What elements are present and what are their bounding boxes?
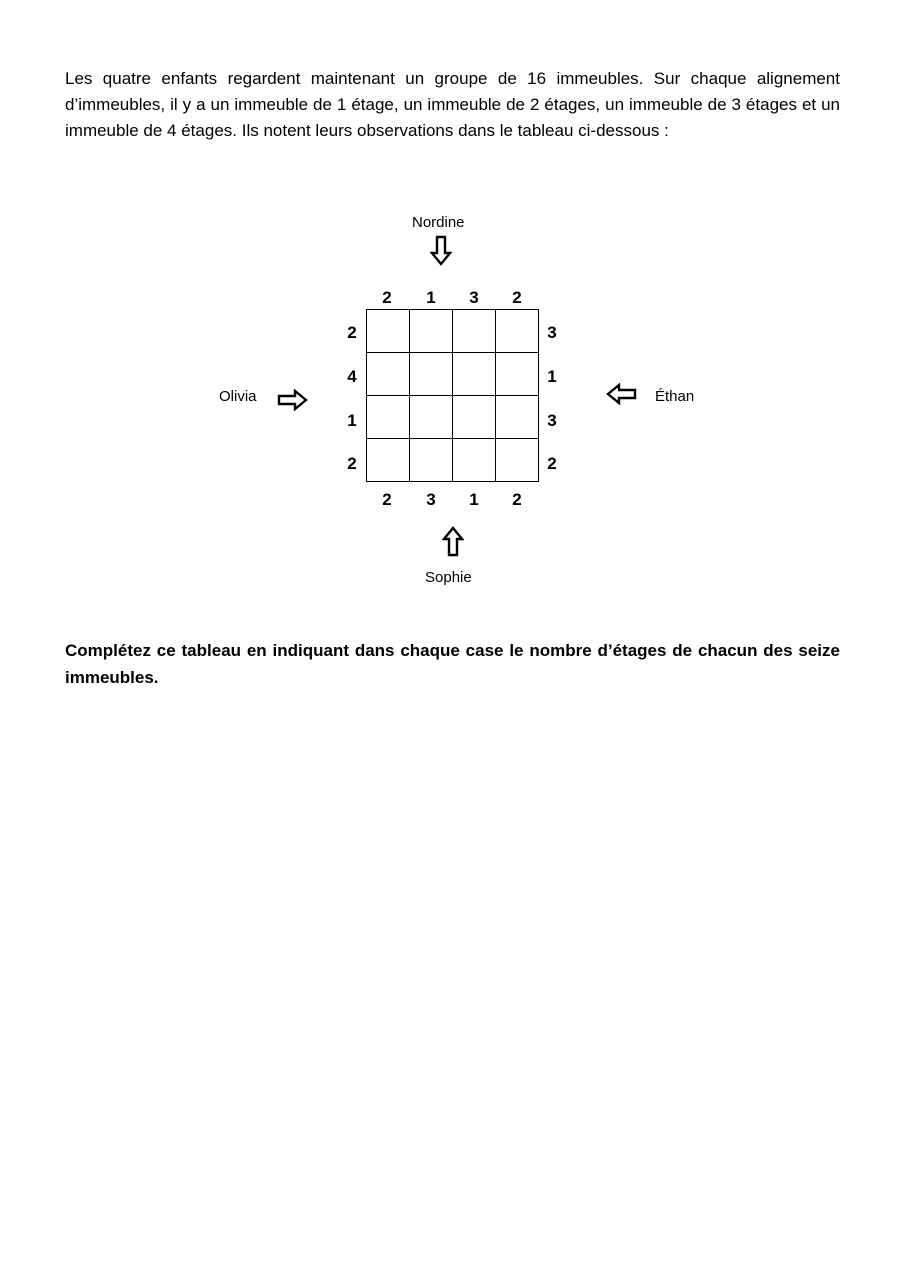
grid-cell[interactable]	[496, 310, 539, 353]
puzzle-grid	[366, 309, 539, 482]
grid-cell[interactable]	[453, 353, 496, 396]
down-arrow-icon	[430, 235, 452, 267]
right-clue: 3	[547, 323, 557, 342]
grid-cell[interactable]	[453, 310, 496, 353]
left-arrow-icon	[605, 383, 637, 405]
right-arrow-icon	[277, 389, 309, 411]
intro-paragraph: Les quatre enfants regardent maintenant un groupe de 16 immeubles. Sur chaque alignement d’immeubles, il y a un immeuble de 1 étage, un immeuble de 2 étages, un immeuble de 3 étages et un immeuble de 4 étages. Ils notent leurs observations dans le tableau ci-dessous :	[65, 69, 840, 140]
left-clue: 1	[347, 411, 357, 430]
grid-cell[interactable]	[367, 396, 410, 439]
left-clue: 4	[347, 367, 357, 386]
top-clue: 2	[512, 288, 522, 307]
up-arrow-icon	[442, 525, 464, 557]
top-clue: 1	[426, 288, 436, 307]
right-clue: 1	[547, 367, 557, 386]
grid-cell[interactable]	[496, 396, 539, 439]
grid-cell[interactable]	[453, 439, 496, 482]
right-clue: 2	[547, 454, 557, 473]
bottom-clue: 2	[382, 490, 392, 509]
grid-cell[interactable]	[496, 353, 539, 396]
grid-cell[interactable]	[496, 439, 539, 482]
grid-cell[interactable]	[410, 396, 453, 439]
bottom-clue: 1	[469, 490, 479, 509]
observer-right-name: Éthan	[655, 388, 695, 405]
grid-cell[interactable]	[453, 396, 496, 439]
grid-cell[interactable]	[367, 310, 410, 353]
grid-cell[interactable]	[367, 353, 410, 396]
left-clue: 2	[347, 454, 357, 473]
bottom-clue: 2	[512, 490, 522, 509]
grid-cell[interactable]	[367, 439, 410, 482]
top-clue: 3	[469, 288, 479, 307]
observer-top-name: Nordine	[412, 214, 465, 231]
instruction-paragraph: Complétez ce tableau en indiquant dans chaque case le nombre d’étages de chacun des seize immeubles.	[65, 641, 840, 687]
right-clue: 3	[547, 411, 557, 430]
top-clue: 2	[382, 288, 392, 307]
grid-cell[interactable]	[410, 439, 453, 482]
observer-left-name: Olivia	[219, 388, 257, 405]
left-clue: 2	[347, 323, 357, 342]
grid-cell[interactable]	[410, 353, 453, 396]
bottom-clue: 3	[426, 490, 436, 509]
grid-cell[interactable]	[410, 310, 453, 353]
observer-bottom-name: Sophie	[425, 569, 472, 586]
